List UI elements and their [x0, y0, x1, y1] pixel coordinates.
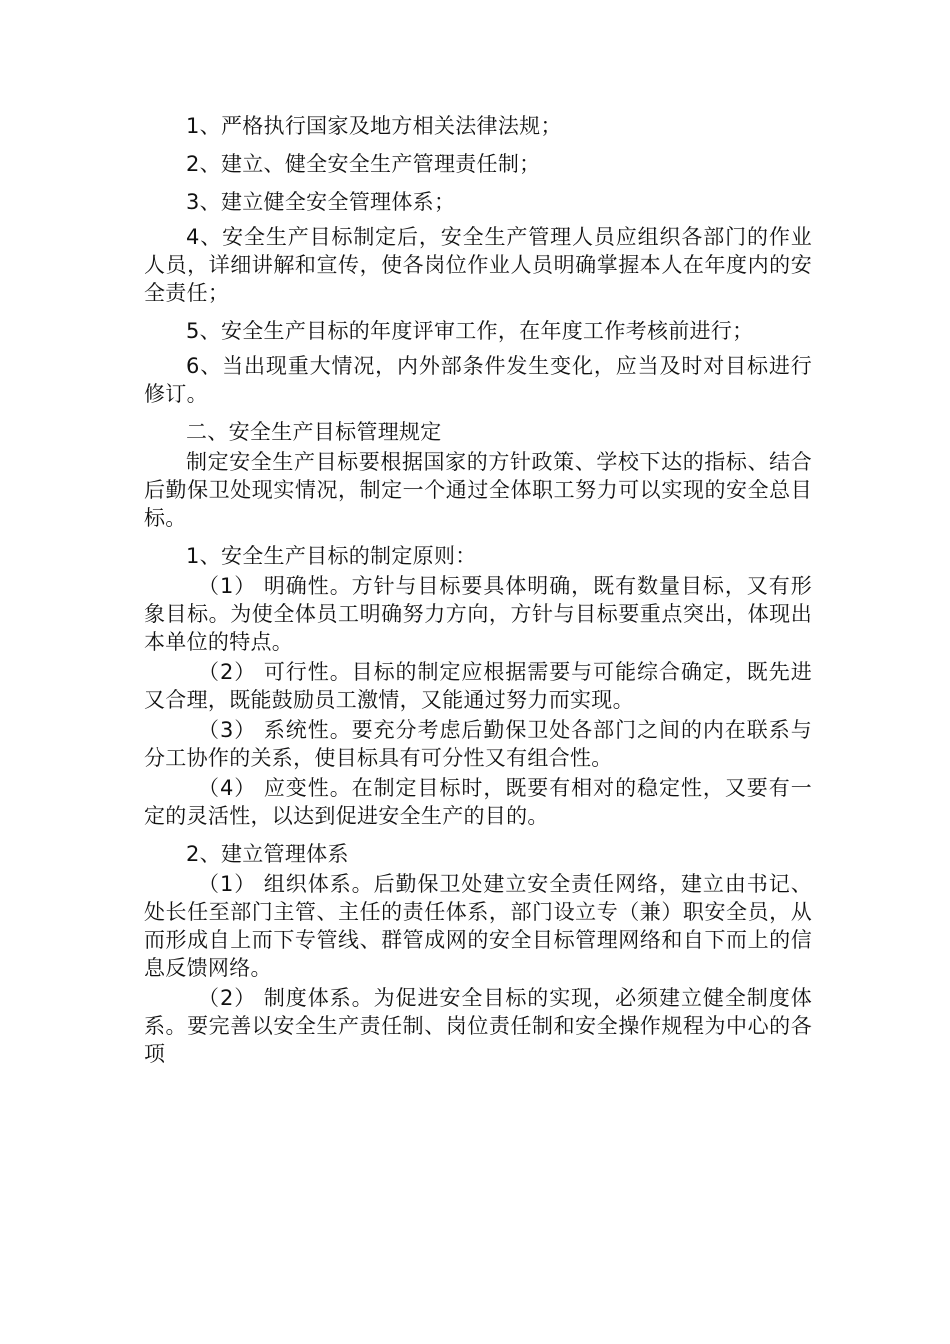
subheading-management-system: 2、建立管理体系 [186, 842, 349, 866]
paragraph-organization-system: （1） 组织体系。后勤保卫处建立安全责任网络，建立由书记、处长任至部门主管、主任的责任体系，部门设立专（兼）职安全员，从而形成自上而下专管线、群管成网的安全目标管理网络和自下而上的信息反馈网络。 [144, 872, 812, 980]
paragraph-rule-2: 2、建立、健全安全生产管理责任制； [186, 152, 541, 176]
paragraph-rule-3: 3、建立健全安全管理体系； [186, 190, 456, 214]
paragraph-rule-5: 5、安全生产目标的年度评审工作，在年度工作考核前进行； [186, 319, 754, 343]
paragraph-rule-4: 4、安全生产目标制定后，安全生产管理人员应组织各部门的作业人员，详细讲解和宣传，使各岗位作业人员明确掌握本人在年度内的安全责任； [144, 225, 812, 305]
paragraph-principle-feasibility: （2） 可行性。目标的制定应根据需要与可能综合确定，既先进又合理，既能鼓励员工激情，又能通过努力而实现。 [144, 660, 812, 712]
subheading-principles: 1、安全生产目标的制定原则： [186, 544, 477, 568]
paragraph-targets-intro: 制定安全生产目标要根据国家的方针政策、学校下达的指标、结合后勤保卫处现实情况，制定一个通过全体职工努力可以实现的安全总目标。 [144, 450, 812, 530]
section-heading-targets: 二、安全生产目标管理规定 [186, 420, 442, 444]
paragraph-rule-1: 1、严格执行国家及地方相关法律法规； [186, 114, 562, 138]
paragraph-rule-6: 6、当出现重大情况，内外部条件发生变化，应当及时对目标进行修订。 [144, 354, 812, 406]
paragraph-rules-system: （2） 制度体系。为促进安全目标的实现，必须建立健全制度体系。要完善以安全生产责任制、岗位责任制和安全操作规程为中心的各项 [144, 986, 812, 1066]
paragraph-principle-system: （3） 系统性。要充分考虑后勤保卫处各部门之间的内在联系与分工协作的关系，使目标具有可分性又有组合性。 [144, 718, 812, 770]
document-page [144, 112, 812, 1068]
paragraph-principle-adaptability: （4） 应变性。在制定目标时，既要有相对的稳定性，又要有一定的灵活性，以达到促进安全生产的目的。 [144, 776, 812, 828]
paragraph-principle-clarity: （1） 明确性。方针与目标要具体明确，既有数量目标，又有形象目标。为使全体员工明确努力方向，方针与目标要重点突出，体现出本单位的特点。 [144, 574, 812, 654]
